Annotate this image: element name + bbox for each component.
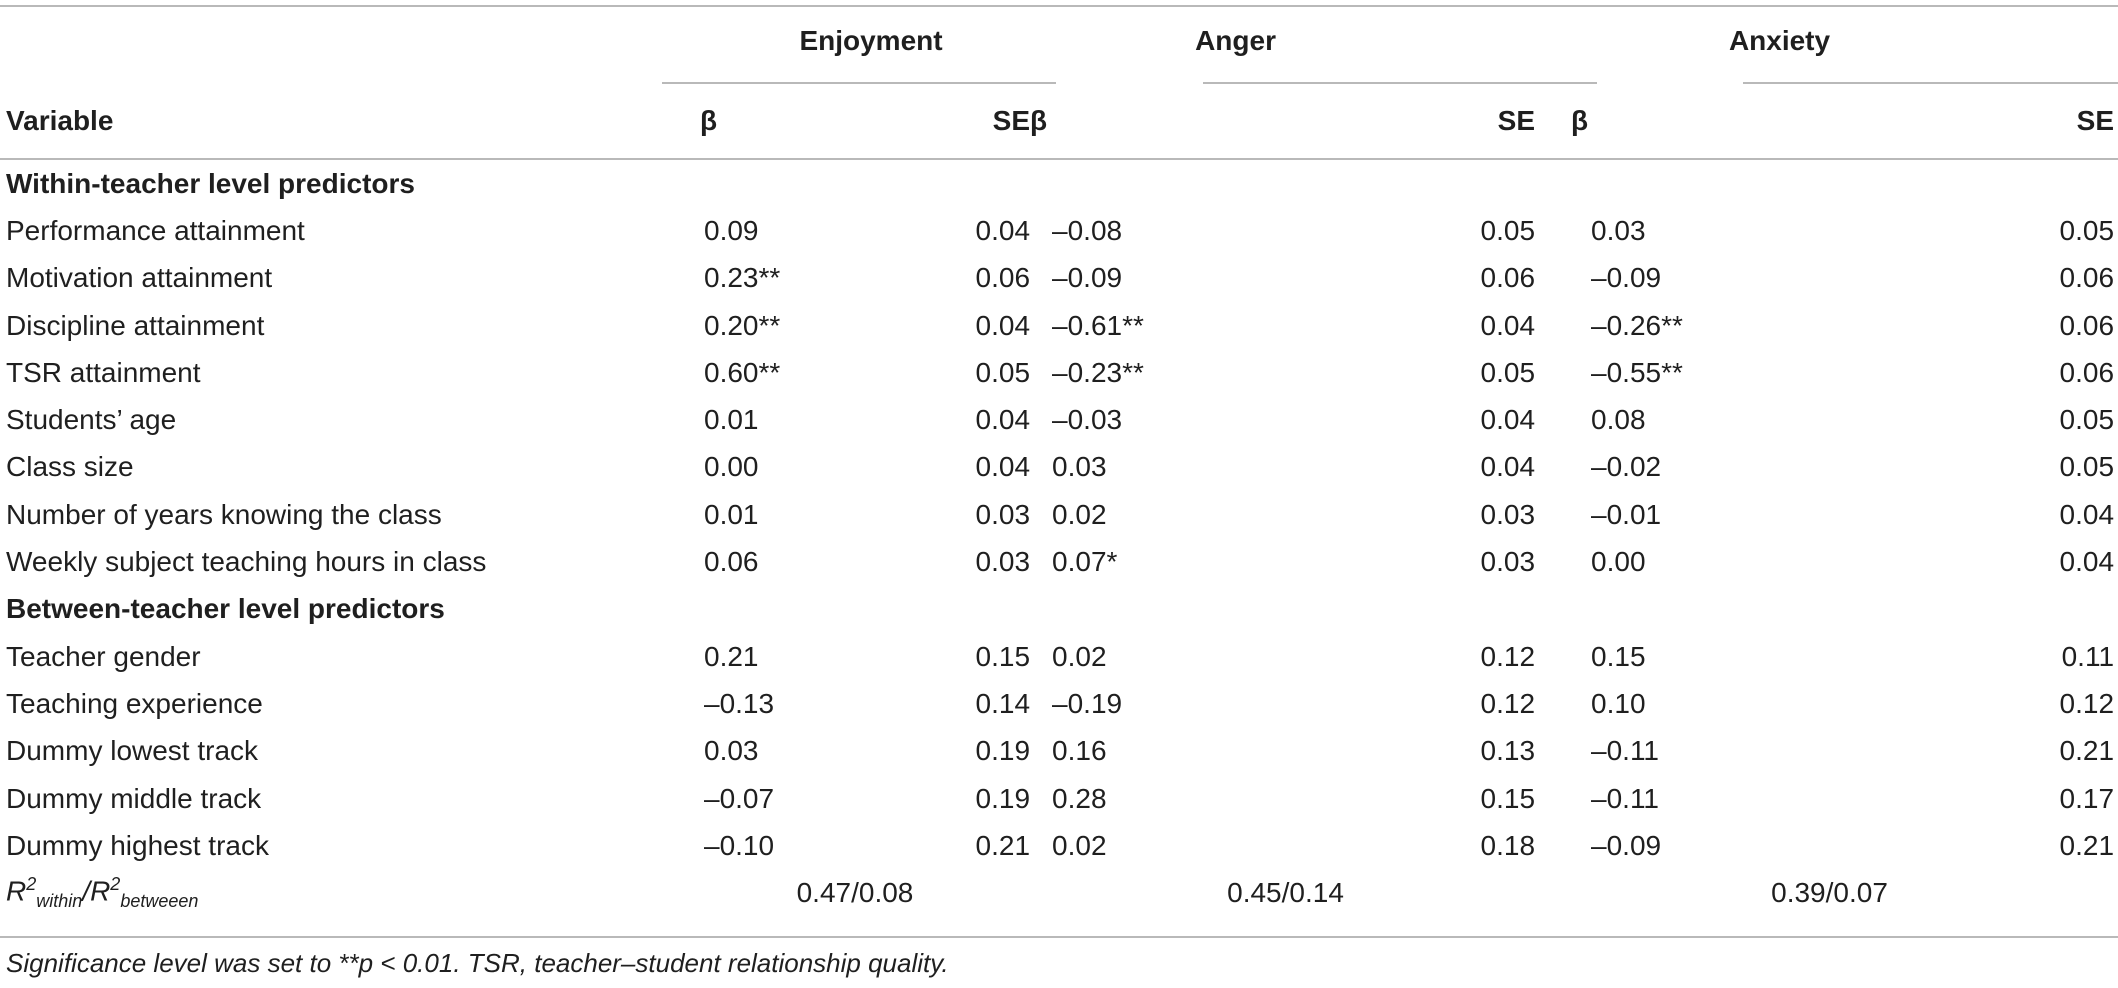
se-cell: 0.05 [1480, 356, 1536, 388]
se-cell: 0.15 [1480, 782, 1536, 814]
beta-cell: –0.61** [1052, 309, 1144, 341]
table-row [0, 302, 2118, 349]
column-header-variable: Variable [6, 105, 114, 136]
r-subscript-between: betweeen [120, 891, 199, 912]
r-superscript: 2 [26, 874, 37, 895]
se-cell: 0.15 [975, 640, 1031, 672]
se-cell: 0.05 [2059, 404, 2115, 436]
se-cell: 0.03 [975, 498, 1031, 530]
beta-cell: 0.03 [704, 735, 759, 767]
beta-cell: 0.02 [1052, 498, 1107, 530]
se-cell: 0.21 [2059, 829, 2115, 861]
variable-cell: Performance attainment [6, 214, 305, 246]
se-cell: 0.05 [2059, 214, 2115, 246]
beta-cell: 0.16 [1052, 735, 1107, 767]
r-squared-row [0, 869, 2118, 916]
section-header-row [0, 586, 2118, 633]
table-body [0, 160, 2118, 917]
se-cell: 0.06 [2059, 309, 2115, 341]
se-cell: 0.04 [975, 404, 1031, 436]
group-header-anger: Anger [1195, 25, 1276, 56]
bottom-rule [0, 936, 2118, 938]
se-cell: 0.04 [975, 309, 1031, 341]
column-header-beta: β [700, 105, 718, 136]
column-header-se: SE [992, 105, 1031, 136]
se-cell: 0.06 [975, 262, 1031, 294]
se-cell: 0.03 [1480, 546, 1536, 578]
r-letter: R [90, 875, 111, 907]
variable-cell: Class size [6, 451, 134, 483]
se-cell: 0.04 [1480, 404, 1536, 436]
table-row [0, 822, 2118, 869]
section-title: Within-teacher level predictors [6, 167, 415, 199]
group-header-row [0, 0, 2118, 82]
r-squared-value: 0.45/0.14 [1227, 877, 1344, 909]
beta-cell: –0.11 [1591, 782, 1660, 814]
r-squared-value: 0.47/0.08 [796, 877, 914, 909]
se-cell: 0.04 [1480, 451, 1536, 483]
beta-cell: –0.23** [1052, 356, 1144, 388]
r-squared-label [0, 869, 700, 916]
beta-cell: 0.08 [1591, 404, 1646, 436]
se-cell: 0.14 [975, 687, 1031, 719]
variable-cell: Students’ age [6, 404, 177, 436]
se-cell: 0.05 [2059, 451, 2115, 483]
se-cell: 0.11 [2061, 640, 2115, 672]
beta-cell: 0.00 [704, 451, 759, 483]
r-subscript-within: within [36, 891, 83, 912]
beta-cell: 0.03 [1052, 451, 1107, 483]
column-header-se: SE [2076, 105, 2115, 136]
r-superscript: 2 [110, 874, 121, 895]
beta-cell: 0.21 [704, 640, 759, 672]
group-header-enjoyment: Enjoyment [799, 25, 943, 56]
beta-cell: 0.06 [704, 546, 759, 578]
column-header-beta: β [1030, 105, 1048, 136]
table-row [0, 444, 2118, 491]
beta-cell: –0.13 [704, 687, 775, 719]
column-header-se: SE [1497, 105, 1536, 136]
beta-cell: 0.23** [704, 262, 781, 294]
table-row [0, 396, 2118, 443]
beta-cell: 0.60** [704, 356, 781, 388]
beta-cell: –0.09 [1591, 829, 1662, 861]
table-row [0, 349, 2118, 396]
se-cell: 0.12 [2059, 687, 2115, 719]
table-row [0, 207, 2118, 254]
beta-cell: –0.09 [1591, 262, 1662, 294]
se-cell: 0.04 [975, 214, 1031, 246]
table-row [0, 633, 2118, 680]
variable-cell: Number of years knowing the class [6, 498, 442, 530]
table-row [0, 775, 2118, 822]
se-cell: 0.19 [975, 782, 1031, 814]
variable-cell: Dummy lowest track [6, 735, 259, 767]
se-cell: 0.05 [1480, 214, 1536, 246]
se-cell: 0.04 [1480, 309, 1536, 341]
beta-cell: –0.19 [1052, 687, 1123, 719]
group-header-anxiety: Anxiety [1728, 25, 1831, 56]
table-row [0, 728, 2118, 775]
beta-cell: –0.55** [1591, 356, 1683, 388]
beta-cell: 0.20** [704, 309, 781, 341]
beta-cell: –0.09 [1052, 262, 1123, 294]
beta-cell: 0.02 [1052, 640, 1107, 672]
se-cell: 0.18 [1480, 829, 1536, 861]
beta-cell: 0.02 [1052, 829, 1107, 861]
beta-cell: –0.01 [1591, 498, 1662, 530]
r-slash: / [82, 875, 91, 907]
se-cell: 0.12 [1480, 687, 1536, 719]
r-squared-value: 0.39/0.07 [1771, 877, 1888, 909]
table-row [0, 255, 2118, 302]
se-cell: 0.05 [975, 356, 1031, 388]
beta-cell: –0.07 [704, 782, 775, 814]
beta-cell: 0.01 [704, 404, 759, 436]
variable-cell: Teacher gender [6, 640, 201, 672]
beta-cell: 0.15 [1591, 640, 1646, 672]
se-cell: 0.03 [975, 546, 1031, 578]
beta-cell: –0.08 [1052, 214, 1123, 246]
section-header-row [0, 160, 2118, 207]
beta-cell: 0.07* [1052, 546, 1118, 578]
variable-cell: Dummy highest track [6, 829, 269, 861]
beta-cell: –0.02 [1591, 451, 1662, 483]
r-letter: R [6, 875, 27, 907]
beta-cell: 0.03 [1591, 214, 1646, 246]
beta-cell: –0.26** [1591, 309, 1683, 341]
beta-cell: 0.10 [1591, 687, 1646, 719]
se-cell: 0.06 [2059, 356, 2115, 388]
variable-cell: Motivation attainment [6, 262, 273, 294]
se-cell: 0.17 [2059, 782, 2115, 814]
se-cell: 0.04 [975, 451, 1031, 483]
se-cell: 0.03 [1480, 498, 1536, 530]
variable-cell: Weekly subject teaching hours in class [6, 546, 487, 578]
se-cell: 0.12 [1480, 640, 1536, 672]
se-cell: 0.06 [2059, 262, 2115, 294]
beta-cell: –0.03 [1052, 404, 1123, 436]
beta-cell: –0.10 [704, 829, 775, 861]
se-cell: 0.06 [1480, 262, 1536, 294]
variable-cell: TSR attainment [6, 356, 201, 388]
se-cell: 0.13 [1480, 735, 1536, 767]
beta-cell: 0.28 [1052, 782, 1107, 814]
table-row [0, 491, 2118, 538]
column-header-beta: β [1571, 105, 1589, 136]
se-cell: 0.21 [975, 829, 1031, 861]
section-title: Between-teacher level predictors [6, 593, 445, 625]
variable-cell: Teaching experience [6, 687, 263, 719]
column-header-row [0, 82, 2118, 160]
se-cell: 0.04 [2059, 498, 2115, 530]
beta-cell: 0.09 [704, 214, 759, 246]
beta-cell: –0.11 [1591, 735, 1660, 767]
variable-cell: Discipline attainment [6, 309, 265, 341]
variable-cell: Dummy middle track [6, 782, 262, 814]
se-cell: 0.21 [2059, 735, 2115, 767]
table-footnote: Significance level was set to **p < 0.01. TSR, teacher–student relationship quality. [6, 948, 949, 978]
beta-cell: 0.01 [704, 498, 759, 530]
se-cell: 0.19 [975, 735, 1031, 767]
beta-cell: 0.00 [1591, 546, 1646, 578]
se-cell: 0.04 [2059, 546, 2115, 578]
table-row [0, 538, 2118, 585]
table-row [0, 680, 2118, 727]
